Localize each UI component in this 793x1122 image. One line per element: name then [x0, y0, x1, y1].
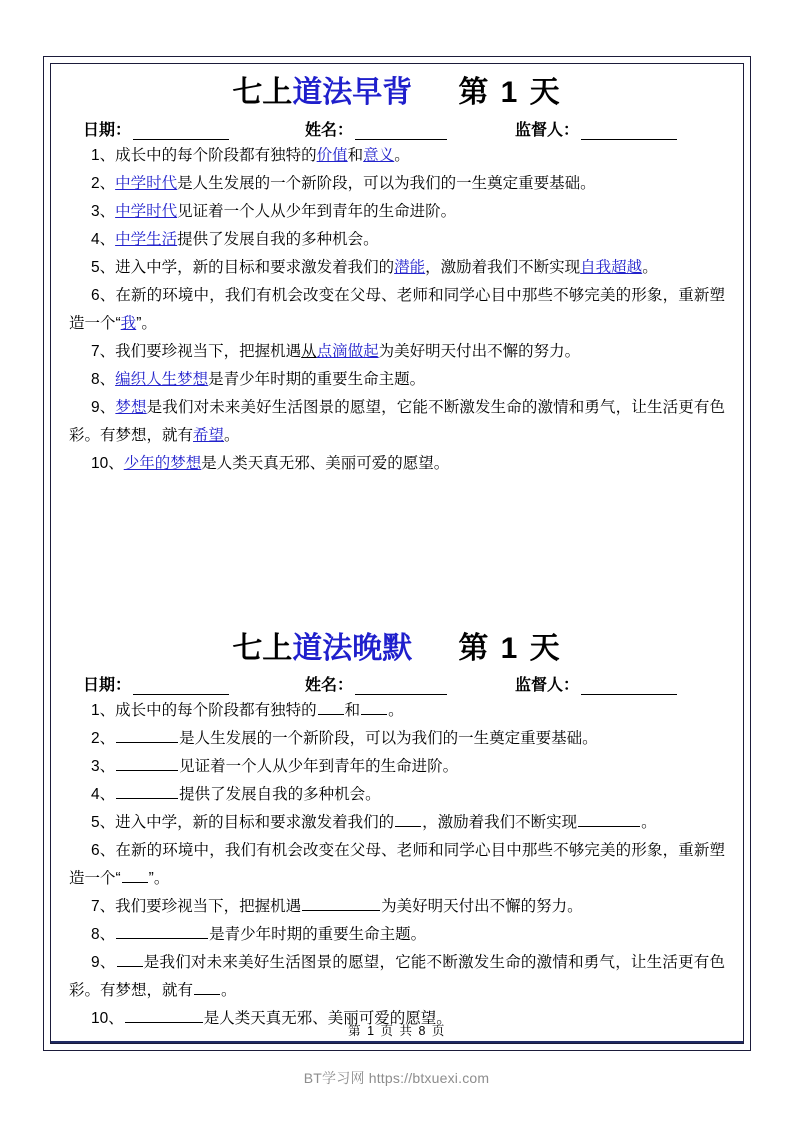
- question-text: 进入中学，新的目标和要求激发着我们的: [115, 814, 395, 831]
- date-input-line[interactable]: [133, 679, 229, 695]
- supervisor-label: 监督人：: [515, 121, 580, 139]
- evening-section-title: [65, 632, 729, 667]
- fill-in-blank[interactable]: [302, 896, 380, 911]
- question-number: 1、: [91, 702, 116, 719]
- evening-supervisor-field[interactable]: [515, 672, 677, 695]
- question-number: 10、: [91, 454, 124, 472]
- question-number: 8、: [91, 926, 116, 943]
- question-number: 1、: [91, 146, 116, 164]
- question-item: [67, 254, 727, 282]
- keyword-term: 中学时代: [115, 174, 178, 192]
- question-item: [67, 198, 727, 226]
- question-text: 是人类天真无邪、美丽可爱的愿望。: [201, 454, 450, 472]
- keyword-term: 中学生活: [115, 230, 178, 248]
- keyword-term: 编织人生梦想: [115, 370, 209, 388]
- question-text: 和: [347, 146, 364, 164]
- question-text: 是我们对未来美好生活图景的愿望，它能不断激发生命的激情和勇气，让生活更有色彩。有梦想，就有: [69, 954, 725, 999]
- keyword-term: 价值: [316, 146, 348, 164]
- question-number: 9、: [91, 398, 116, 416]
- keyword-term: 意义: [363, 146, 395, 164]
- fill-in-blank[interactable]: [116, 924, 208, 939]
- evening-title-main: 道法晚默: [292, 631, 413, 665]
- morning-section-title: [65, 76, 729, 111]
- question-text: 在新的环境中，我们有机会改变在父母、老师和同学心目中那些不够完美的形象，重新塑造一个“: [69, 286, 725, 332]
- keyword-term: 我: [120, 314, 137, 332]
- question-text: 我们要珍视当下，把握机遇: [115, 342, 302, 360]
- name-input-line[interactable]: [355, 124, 447, 140]
- question-number: 6、: [91, 286, 116, 304]
- question-item: [67, 282, 727, 338]
- morning-question-list: [65, 142, 729, 478]
- question-number: 5、: [91, 814, 116, 831]
- question-text: 提供了发展自我的多种机会。: [179, 786, 381, 803]
- question-text: 见证着一个人从少年到青年的生命进阶。: [177, 202, 457, 220]
- question-text: 我们要珍视当下，把握机遇: [115, 898, 302, 915]
- keyword-term: 自我超越: [580, 258, 643, 276]
- question-number: 2、: [91, 174, 116, 192]
- keyword-term: 梦想: [115, 398, 147, 416]
- date-input-line[interactable]: [133, 124, 229, 140]
- keyword-term: 少年的梦想: [123, 454, 202, 472]
- evening-name-field[interactable]: [305, 672, 447, 695]
- supervisor-input-line[interactable]: [581, 124, 677, 140]
- question-text: 是青少年时期的重要生命主题。: [209, 926, 427, 943]
- question-text: 在新的环境中，我们有机会改变在父母、老师和同学心目中那些不够完美的形象，重新塑造一个“: [69, 842, 725, 887]
- question-number: 6、: [91, 842, 116, 859]
- question-item: [67, 921, 727, 949]
- evening-meta-row: [65, 668, 729, 697]
- question-text: 是青少年时期的重要生命主题。: [208, 370, 426, 388]
- question-text: ”。: [136, 314, 157, 332]
- question-text: 为美好明天付出不懈的努力。: [381, 898, 583, 915]
- keyword-term: 从: [301, 342, 317, 360]
- section-gap: [65, 478, 729, 628]
- question-item: [67, 949, 727, 1005]
- question-number: 8、: [91, 370, 116, 388]
- question-text: 为美好明天付出不懈的努力。: [378, 342, 581, 360]
- question-text: 。: [224, 426, 240, 444]
- question-number: 4、: [91, 230, 116, 248]
- worksheet-page: [43, 56, 751, 1051]
- question-number: 2、: [91, 730, 116, 747]
- question-text: 见证着一个人从少年到青年的生命进阶。: [179, 758, 459, 775]
- supervisor-label: 监督人：: [515, 677, 580, 694]
- question-text: 。: [388, 702, 404, 719]
- question-number: 3、: [91, 202, 116, 220]
- fill-in-blank[interactable]: [117, 952, 143, 967]
- question-item: [67, 837, 727, 893]
- fill-in-blank[interactable]: [122, 868, 148, 883]
- question-number: 3、: [91, 758, 116, 775]
- site-watermark: BT学习网 https://btxuexi.com: [303, 1070, 490, 1086]
- question-item: [67, 142, 727, 170]
- keyword-term: 点滴做起: [316, 342, 379, 360]
- fill-in-blank[interactable]: [361, 700, 387, 715]
- question-text: ，激励着我们不断实现: [425, 258, 581, 276]
- question-text: 。: [221, 982, 237, 999]
- keyword-term: 希望: [193, 426, 225, 444]
- question-item: [67, 394, 727, 450]
- question-number: 9、: [91, 954, 116, 971]
- keyword-term: 中学时代: [115, 202, 178, 220]
- name-label: 姓名：: [305, 121, 354, 139]
- question-text: 进入中学，新的目标和要求激发着我们的: [115, 258, 395, 276]
- question-text: ”。: [148, 870, 170, 887]
- question-item: [67, 753, 727, 781]
- question-item: [67, 226, 727, 254]
- question-item: [67, 450, 727, 478]
- morning-meta-row: [65, 113, 729, 142]
- date-label: 日期：: [83, 677, 132, 694]
- evening-title-prefix: 七上: [232, 631, 293, 665]
- fill-in-blank[interactable]: [116, 728, 178, 743]
- question-text: 成长中的每个阶段都有独特的: [115, 146, 317, 164]
- question-text: 是人生发展的一个新阶段，可以为我们的一生奠定重要基础。: [179, 730, 598, 747]
- evening-question-list: [65, 697, 729, 1033]
- fill-in-blank[interactable]: [578, 812, 640, 827]
- morning-name-field[interactable]: [305, 117, 447, 140]
- question-text: 是人生发展的一个新阶段，可以为我们的一生奠定重要基础。: [177, 174, 596, 192]
- question-item: [67, 809, 727, 837]
- question-text: 。: [641, 814, 657, 831]
- morning-title-prefix: 七上: [232, 76, 293, 109]
- supervisor-input-line[interactable]: [581, 679, 677, 695]
- morning-supervisor-field[interactable]: [515, 117, 677, 140]
- question-item: [67, 893, 727, 921]
- question-item: [67, 725, 727, 753]
- morning-title-day: 第 1 天: [458, 76, 562, 109]
- question-text: 。: [394, 146, 410, 164]
- question-text: 成长中的每个阶段都有独特的: [115, 702, 317, 719]
- date-label: 日期：: [83, 121, 132, 139]
- page-content-area: [50, 63, 744, 1044]
- fill-in-blank[interactable]: [116, 784, 178, 799]
- fill-in-blank[interactable]: [116, 756, 178, 771]
- question-item: [67, 697, 727, 725]
- question-number: 10、: [91, 1010, 124, 1027]
- keyword-term: 潜能: [394, 258, 426, 276]
- question-text: ，激励着我们不断实现: [422, 814, 578, 831]
- name-input-line[interactable]: [355, 679, 447, 695]
- question-number: 5、: [91, 258, 116, 276]
- evening-title-day: 第 1 天: [458, 631, 562, 665]
- question-text: 。: [642, 258, 658, 276]
- page-footer: 第 1 页 共 8 页: [348, 1024, 446, 1038]
- fill-in-blank[interactable]: [194, 980, 220, 995]
- evening-date-field[interactable]: [83, 672, 229, 695]
- question-text: 是人类天真无邪、美丽可爱的愿望。: [203, 1010, 452, 1027]
- question-text: 和: [344, 702, 361, 719]
- fill-in-blank[interactable]: [395, 812, 421, 827]
- question-item: [67, 170, 727, 198]
- name-label: 姓名：: [305, 677, 354, 694]
- morning-date-field[interactable]: [83, 117, 229, 140]
- question-item: [67, 338, 727, 366]
- question-text: 是我们对未来美好生活图景的愿望，它能不断激发生命的激情和勇气，让生活更有色彩。有梦想，就有: [69, 398, 725, 444]
- question-number: 4、: [91, 786, 116, 803]
- question-number: 7、: [91, 898, 116, 915]
- question-text: 提供了发展自我的多种机会。: [177, 230, 379, 248]
- question-item: [67, 781, 727, 809]
- question-number: 7、: [91, 342, 116, 360]
- morning-title-main: 道法早背: [292, 76, 413, 109]
- question-item: [67, 366, 727, 394]
- fill-in-blank[interactable]: [318, 700, 344, 715]
